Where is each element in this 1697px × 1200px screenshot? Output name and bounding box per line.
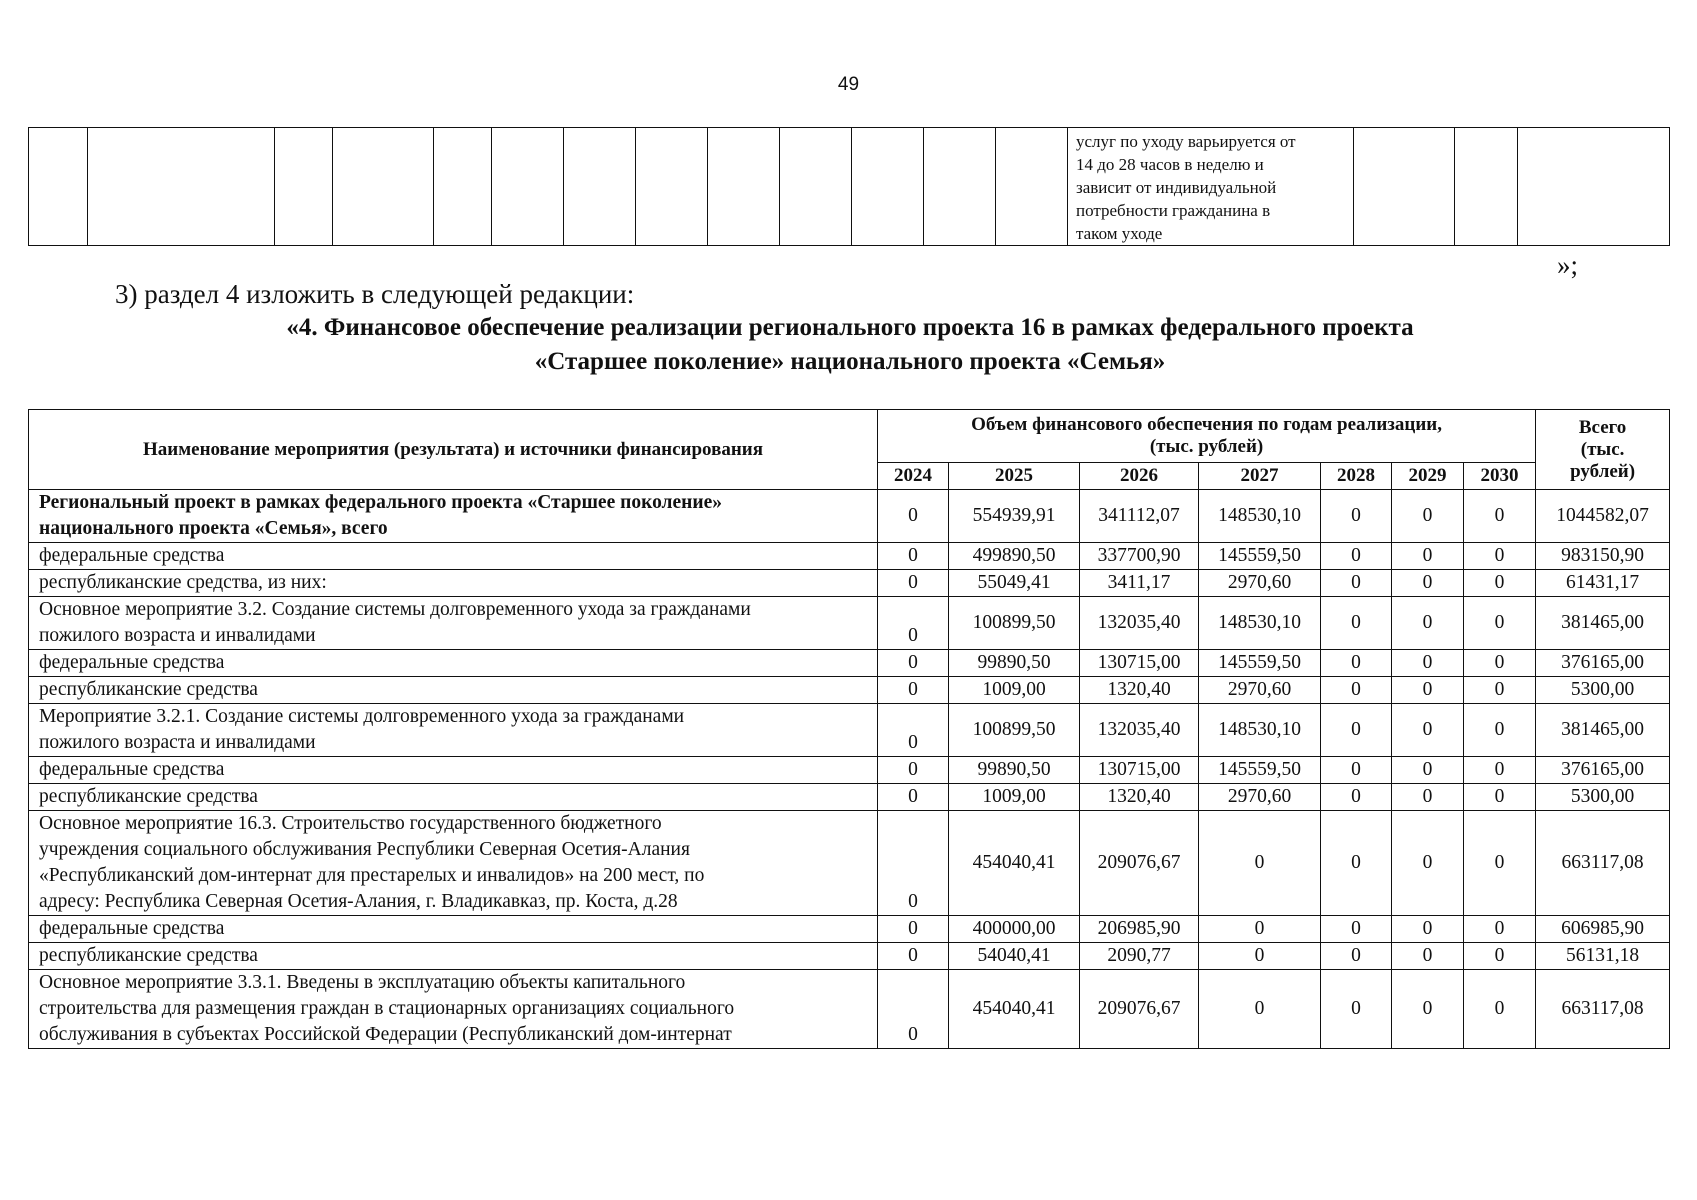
row-year-value: 0 xyxy=(1392,811,1464,916)
row-year-value: 0 xyxy=(1464,943,1536,970)
row-year-value: 1009,00 xyxy=(949,784,1080,811)
row-year-value: 0 xyxy=(1321,490,1392,543)
row-year-value: 0 xyxy=(1321,757,1392,784)
row-year-value: 0 xyxy=(1464,916,1536,943)
table-row xyxy=(29,677,1670,704)
fragment-text xyxy=(1068,128,1353,245)
row-year-value: 454040,41 xyxy=(949,811,1080,916)
row-year-value: 0 xyxy=(1392,597,1464,650)
section-title-line-2: «Старшее поколение» национального проекта «Семья» xyxy=(534,348,1166,375)
row-year-value: 0 xyxy=(1392,916,1464,943)
row-year-value: 0 xyxy=(1199,811,1321,916)
row-year-value: 130715,00 xyxy=(1080,650,1199,677)
row-name xyxy=(29,543,878,570)
table-row xyxy=(29,597,1670,650)
row-name-line: Мероприятие 3.2.1. Создание системы долговременного ухода за гражданами xyxy=(39,706,685,727)
fragment-text-line: зависит от индивидуальной xyxy=(1076,178,1277,197)
row-year-value: 2970,60 xyxy=(1199,784,1321,811)
row-year-value: 209076,67 xyxy=(1080,970,1199,1049)
row-total-value: 381465,00 xyxy=(1536,704,1670,757)
row-year-value: 0 xyxy=(1392,784,1464,811)
fragment-cell xyxy=(852,128,924,246)
fragment-text-line: потребности гражданина в xyxy=(1076,201,1271,220)
fragment-cell xyxy=(924,128,996,246)
row-year-value: 1320,40 xyxy=(1080,677,1199,704)
section-title-line-1: «4. Финансовое обеспечение реализации регионального проекта 16 в рамках федерального проекта xyxy=(286,314,1414,341)
row-total-value: 663117,08 xyxy=(1536,811,1670,916)
row-name-line: национального проекта «Семья», всего xyxy=(39,518,388,539)
row-year-value: 0 xyxy=(1392,490,1464,543)
fragment-text-line: таком уходе xyxy=(1076,224,1163,243)
header-volume-line: Объем финансового обеспечения по годам реализации, xyxy=(971,414,1443,435)
row-name-line: федеральные средства xyxy=(39,545,225,566)
row-year-value: 0 xyxy=(878,677,949,704)
row-year-value: 0 xyxy=(1464,490,1536,543)
table-row xyxy=(29,784,1670,811)
header-year: 2024 xyxy=(878,463,949,490)
row-year-value: 337700,90 xyxy=(1080,543,1199,570)
row-year-value: 0 xyxy=(1464,650,1536,677)
row-year-value: 0 xyxy=(1199,916,1321,943)
row-year-value: 145559,50 xyxy=(1199,650,1321,677)
row-year-value: 1009,00 xyxy=(949,677,1080,704)
row-name-line: Основное мероприятие 3.2. Создание системы долговременного ухода за гражданами xyxy=(39,599,751,620)
closing-quote: »; xyxy=(1557,250,1579,280)
header-total-line: рублей) xyxy=(1570,460,1636,482)
amendment-instruction: 3) раздел 4 изложить в следующей редакции: xyxy=(115,279,635,309)
table-row xyxy=(29,543,1670,570)
fragment-cell xyxy=(88,128,275,246)
row-year-value: 0 xyxy=(1464,757,1536,784)
header-year: 2028 xyxy=(1321,463,1392,490)
table-row xyxy=(29,943,1670,970)
header-year: 2025 xyxy=(949,463,1080,490)
row-year-value: 99890,50 xyxy=(949,757,1080,784)
row-year-value: 0 xyxy=(1321,570,1392,597)
row-name-line: пожилого возраста и инвалидами xyxy=(39,732,316,753)
fragment-cell xyxy=(492,128,564,246)
row-year-value: 2970,60 xyxy=(1199,570,1321,597)
row-year-value: 1320,40 xyxy=(1080,784,1199,811)
row-year-value: 400000,00 xyxy=(949,916,1080,943)
header-total-line: (тыс. xyxy=(1580,438,1625,460)
header-year: 2029 xyxy=(1392,463,1464,490)
row-year-value: 0 xyxy=(1464,970,1536,1049)
table-row xyxy=(29,970,1670,1049)
row-year-value: 145559,50 xyxy=(1199,543,1321,570)
row-total-value: 376165,00 xyxy=(1536,757,1670,784)
header-event-name: Наименование мероприятия (результата) и источники финансирования xyxy=(29,410,878,490)
row-name-line: обслуживания в субъектах Российской Федерации (Республиканский дом-интернат xyxy=(39,1024,732,1045)
row-name-line: Региональный проект в рамках федерального проекта «Старшее поколение» xyxy=(39,492,723,513)
row-year-value: 499890,50 xyxy=(949,543,1080,570)
row-total-value: 5300,00 xyxy=(1536,677,1670,704)
row-name xyxy=(29,943,878,970)
row-name xyxy=(29,970,878,1049)
row-name xyxy=(29,916,878,943)
row-year-value: 0 xyxy=(878,757,949,784)
row-year-value: 0 xyxy=(1321,784,1392,811)
row-name-line: Основное мероприятие 16.3. Строительство государственного бюджетного xyxy=(39,813,662,834)
row-year-value: 0 xyxy=(1464,570,1536,597)
row-total-value: 5300,00 xyxy=(1536,784,1670,811)
row-year-value: 454040,41 xyxy=(949,970,1080,1049)
header-year: 2026 xyxy=(1080,463,1199,490)
row-year-value: 100899,50 xyxy=(949,704,1080,757)
header-total-line: Всего xyxy=(1578,416,1627,438)
table-row xyxy=(29,570,1670,597)
row-year-value: 0 xyxy=(1321,677,1392,704)
row-name-line: федеральные средства xyxy=(39,918,225,939)
row-total-value: 376165,00 xyxy=(1536,650,1670,677)
row-name xyxy=(29,490,878,543)
row-year-value: 0 xyxy=(1392,704,1464,757)
section-title xyxy=(130,311,1570,379)
previous-table-fragment xyxy=(28,127,1670,246)
row-year-value: 0 xyxy=(1199,943,1321,970)
row-year-value: 0 xyxy=(1321,704,1392,757)
row-year-value: 0 xyxy=(1321,650,1392,677)
row-total-value: 663117,08 xyxy=(1536,970,1670,1049)
row-year-value: 209076,67 xyxy=(1080,811,1199,916)
row-year-value: 0 xyxy=(1392,757,1464,784)
header-total xyxy=(1536,410,1670,490)
row-total-value: 381465,00 xyxy=(1536,597,1670,650)
row-year-value: 0 xyxy=(878,784,949,811)
row-name xyxy=(29,677,878,704)
row-name-line: строительства для размещения граждан в стационарных организациях социального xyxy=(39,998,735,1019)
row-year-value: 99890,50 xyxy=(949,650,1080,677)
page-number: 49 xyxy=(837,74,860,95)
fragment-cell xyxy=(636,128,708,246)
table-row xyxy=(29,704,1670,757)
fragment-cell xyxy=(996,128,1068,246)
fragment-cell xyxy=(564,128,636,246)
row-year-value: 0 xyxy=(878,970,949,1049)
row-year-value: 132035,40 xyxy=(1080,597,1199,650)
fragment-cell xyxy=(275,128,333,246)
row-year-value: 0 xyxy=(1464,704,1536,757)
row-year-value: 206985,90 xyxy=(1080,916,1199,943)
row-year-value: 0 xyxy=(1464,784,1536,811)
row-year-value: 0 xyxy=(1464,543,1536,570)
table-row xyxy=(29,757,1670,784)
row-total-value: 606985,90 xyxy=(1536,916,1670,943)
row-year-value: 554939,91 xyxy=(949,490,1080,543)
row-year-value: 0 xyxy=(1392,970,1464,1049)
table-row xyxy=(29,490,1670,543)
row-total-value: 56131,18 xyxy=(1536,943,1670,970)
header-year: 2027 xyxy=(1199,463,1321,490)
row-name-line: республиканские средства, из них: xyxy=(39,572,327,593)
row-total-value: 1044582,07 xyxy=(1536,490,1670,543)
row-name xyxy=(29,757,878,784)
row-total-value: 61431,17 xyxy=(1536,570,1670,597)
row-year-value: 2090,77 xyxy=(1080,943,1199,970)
fragment-cell xyxy=(1518,128,1670,246)
fragment-cell xyxy=(434,128,492,246)
fragment-cell xyxy=(29,128,88,246)
row-name-line: республиканские средства xyxy=(39,786,258,807)
fragment-cell xyxy=(708,128,780,246)
row-year-value: 0 xyxy=(878,943,949,970)
row-year-value: 0 xyxy=(1392,677,1464,704)
header-volume-line: (тыс. рублей) xyxy=(1149,436,1264,457)
row-year-value: 0 xyxy=(878,597,949,650)
row-year-value: 55049,41 xyxy=(949,570,1080,597)
row-year-value: 341112,07 xyxy=(1080,490,1199,543)
row-year-value: 148530,10 xyxy=(1199,490,1321,543)
header-volume xyxy=(878,410,1536,463)
row-year-value: 3411,17 xyxy=(1080,570,1199,597)
row-name-line: учреждения социального обслуживания Республики Северная Осетия-Алания xyxy=(39,839,690,860)
row-year-value: 0 xyxy=(1392,943,1464,970)
row-year-value: 0 xyxy=(1321,543,1392,570)
row-year-value: 0 xyxy=(1392,650,1464,677)
row-name xyxy=(29,784,878,811)
fragment-cell xyxy=(1354,128,1455,246)
fragment-cell xyxy=(1455,128,1518,246)
row-year-value: 100899,50 xyxy=(949,597,1080,650)
row-name xyxy=(29,704,878,757)
row-name-line: федеральные средства xyxy=(39,652,225,673)
row-year-value: 148530,10 xyxy=(1199,704,1321,757)
row-name xyxy=(29,650,878,677)
row-year-value: 0 xyxy=(878,570,949,597)
header-year: 2030 xyxy=(1464,463,1536,490)
row-year-value: 0 xyxy=(1321,916,1392,943)
row-year-value: 148530,10 xyxy=(1199,597,1321,650)
table-row xyxy=(29,916,1670,943)
row-name xyxy=(29,811,878,916)
fragment-text-line: 14 до 28 часов в неделю и xyxy=(1076,155,1264,174)
row-year-value: 0 xyxy=(878,916,949,943)
row-year-value: 0 xyxy=(1321,970,1392,1049)
table-row xyxy=(29,811,1670,916)
row-name xyxy=(29,570,878,597)
row-year-value: 0 xyxy=(1321,597,1392,650)
row-name-line: «Республиканский дом-интернат для престарелых и инвалидов» на 200 мест, по xyxy=(39,865,705,886)
row-year-value: 0 xyxy=(1464,677,1536,704)
row-name xyxy=(29,597,878,650)
row-name-line: федеральные средства xyxy=(39,759,225,780)
row-year-value: 0 xyxy=(1392,570,1464,597)
fragment-text-line: услуг по уходу варьируется от xyxy=(1076,132,1296,151)
row-name-line: адресу: Республика Северная Осетия-Алания, г. Владикавказ, пр. Коста, д.28 xyxy=(39,891,678,912)
row-year-value: 130715,00 xyxy=(1080,757,1199,784)
row-year-value: 0 xyxy=(878,543,949,570)
row-year-value: 54040,41 xyxy=(949,943,1080,970)
fragment-cell xyxy=(333,128,434,246)
row-year-value: 0 xyxy=(1199,970,1321,1049)
row-year-value: 0 xyxy=(878,811,949,916)
row-name-line: республиканские средства xyxy=(39,945,258,966)
fragment-cell xyxy=(780,128,852,246)
row-year-value: 0 xyxy=(878,490,949,543)
table-row xyxy=(29,650,1670,677)
financing-table xyxy=(28,409,1670,1049)
row-year-value: 132035,40 xyxy=(1080,704,1199,757)
row-year-value: 145559,50 xyxy=(1199,757,1321,784)
fragment-text-cell xyxy=(1068,128,1354,246)
row-year-value: 2970,60 xyxy=(1199,677,1321,704)
row-total-value: 983150,90 xyxy=(1536,543,1670,570)
row-year-value: 0 xyxy=(1392,543,1464,570)
row-year-value: 0 xyxy=(1321,811,1392,916)
row-year-value: 0 xyxy=(1464,597,1536,650)
row-year-value: 0 xyxy=(1464,811,1536,916)
row-year-value: 0 xyxy=(878,704,949,757)
row-year-value: 0 xyxy=(878,650,949,677)
row-year-value: 0 xyxy=(1321,943,1392,970)
row-name-line: Основное мероприятие 3.3.1. Введены в эксплуатацию объекты капитального xyxy=(39,972,686,993)
row-name-line: пожилого возраста и инвалидами xyxy=(39,625,316,646)
row-name-line: республиканские средства xyxy=(39,679,258,700)
